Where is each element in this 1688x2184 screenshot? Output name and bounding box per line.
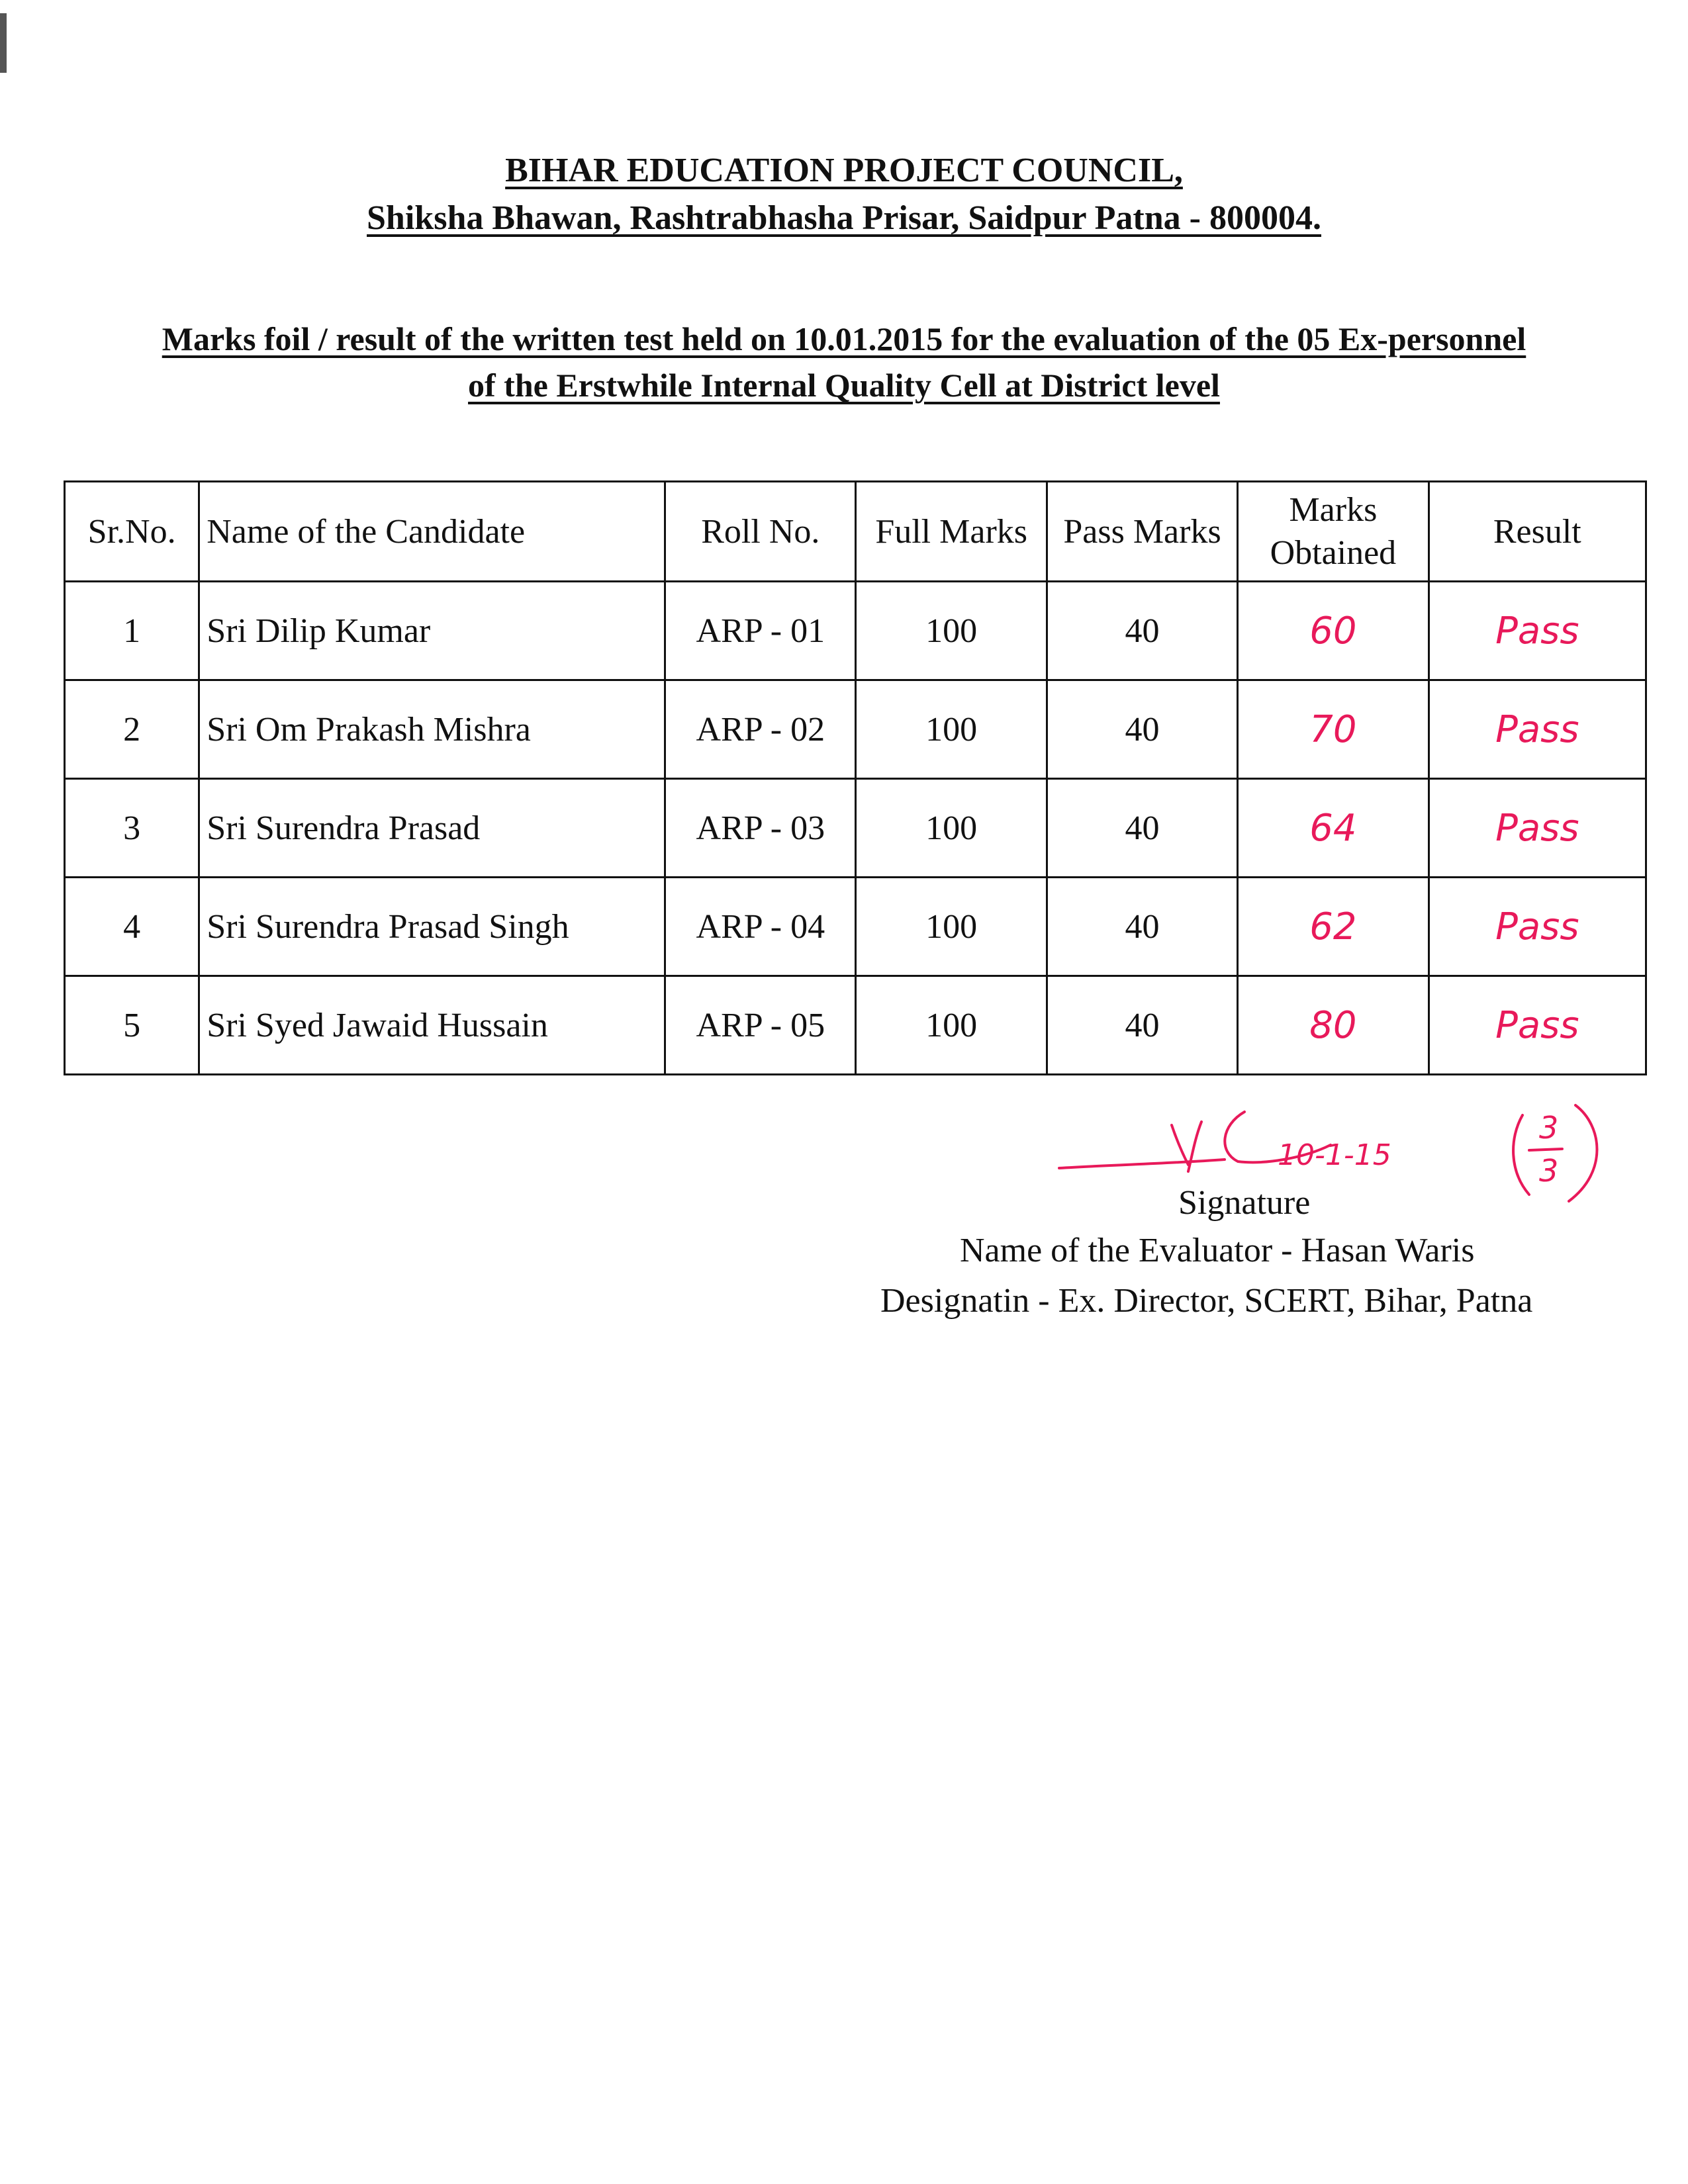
cell-pass: 40 xyxy=(1047,680,1237,779)
cell-obtained: 70 xyxy=(1238,680,1429,779)
marks-table xyxy=(64,480,1647,1075)
table-row xyxy=(65,779,1646,878)
cell-full: 100 xyxy=(856,779,1047,878)
signature-stroke xyxy=(1513,1115,1529,1195)
cell-pass: 40 xyxy=(1047,779,1237,878)
signature-stroke xyxy=(1059,1160,1225,1168)
cell-pass: 40 xyxy=(1047,976,1237,1075)
table-row xyxy=(65,878,1646,976)
col-full-marks: Full Marks xyxy=(856,482,1047,582)
organization-address: Shiksha Bhawan, Rashtrabhasha Prisar, Saidpur Patna - 800004. xyxy=(367,199,1321,237)
cell-sr: 1 xyxy=(65,582,199,680)
col-candidate-name: Name of the Candidate xyxy=(199,482,665,582)
col-roll-no: Roll No. xyxy=(665,482,856,582)
signature-label: Signature xyxy=(1178,1184,1311,1222)
subject-line-1: Marks foil / result of the written test held on 10.01.2015 for the evaluation of the 05 Ex-personnel xyxy=(162,320,1526,357)
scan-edge-mark xyxy=(0,13,7,73)
cell-roll: ARP - 05 xyxy=(665,976,856,1075)
cell-roll: ARP - 02 xyxy=(665,680,856,779)
cell-name: Sri Om Prakash Mishra xyxy=(199,680,665,779)
cell-name: Sri Surendra Prasad Singh xyxy=(199,878,665,976)
cell-pass: 40 xyxy=(1047,582,1237,680)
table-row xyxy=(65,582,1646,680)
signature-stroke xyxy=(1529,1149,1562,1150)
cell-obtained: 60 xyxy=(1238,582,1429,680)
cell-roll: ARP - 01 xyxy=(665,582,856,680)
col-marks-obtained-line1: Marks xyxy=(1289,491,1378,529)
cell-sr: 2 xyxy=(65,680,199,779)
signature-stroke xyxy=(1172,1122,1201,1171)
cell-full: 100 xyxy=(856,976,1047,1075)
cell-name: Sri Surendra Prasad xyxy=(199,779,665,878)
cell-sr: 4 xyxy=(65,878,199,976)
cell-name: Sri Dilip Kumar xyxy=(199,582,665,680)
signature-date: 10-1-15 xyxy=(1278,1138,1391,1172)
cell-obtained: 62 xyxy=(1238,878,1429,976)
cell-full: 100 xyxy=(856,582,1047,680)
cell-roll: ARP - 04 xyxy=(665,878,856,976)
cell-result: Pass xyxy=(1429,878,1646,976)
evaluator-designation: Designatin - Ex. Director, SCERT, Bihar, Patna xyxy=(880,1282,1533,1320)
cell-obtained: 80 xyxy=(1238,976,1429,1075)
cell-obtained: 64 xyxy=(1238,779,1429,878)
cell-sr: 5 xyxy=(65,976,199,1075)
cell-result: Pass xyxy=(1429,680,1646,779)
cell-roll: ARP - 03 xyxy=(665,779,856,878)
cell-result: Pass xyxy=(1429,779,1646,878)
cell-pass: 40 xyxy=(1047,878,1237,976)
cell-result: Pass xyxy=(1429,976,1646,1075)
col-result: Result xyxy=(1429,482,1646,582)
evaluator-name: Name of the Evaluator - Hasan Waris xyxy=(960,1232,1475,1269)
subject-line-2: of the Erstwhile Internal Quality Cell at District level xyxy=(468,367,1220,404)
cell-sr: 3 xyxy=(65,779,199,878)
table-header-row xyxy=(65,482,1646,582)
organization-title: BIHAR EDUCATION PROJECT COUNCIL, xyxy=(505,152,1183,189)
cell-name: Sri Syed Jawaid Hussain xyxy=(199,976,665,1075)
cell-result: Pass xyxy=(1429,582,1646,680)
col-marks-obtained xyxy=(1238,482,1429,582)
col-sr-no: Sr.No. xyxy=(65,482,199,582)
col-marks-obtained-line2: Obtained xyxy=(1270,534,1397,572)
cell-full: 100 xyxy=(856,878,1047,976)
cell-full: 100 xyxy=(856,680,1047,779)
page-fraction-bottom: 3 xyxy=(1539,1153,1559,1189)
page-fraction-top: 3 xyxy=(1539,1110,1559,1146)
table-row xyxy=(65,976,1646,1075)
table-row xyxy=(65,680,1646,779)
handwritten-signature xyxy=(1053,1072,1648,1224)
signature-stroke xyxy=(1569,1105,1597,1201)
col-pass-marks: Pass Marks xyxy=(1047,482,1237,582)
